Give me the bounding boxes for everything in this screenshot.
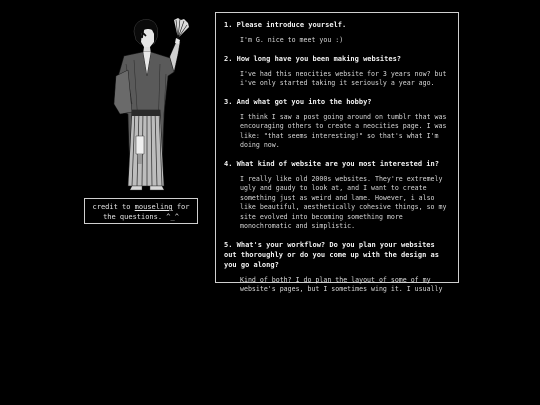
qa-item [224, 97, 450, 151]
folding-fan [174, 18, 189, 39]
answer-2: I've had this neocities website for 3 years now? but i've only started taking it seriously a year ago. [240, 69, 447, 87]
qa-item [224, 159, 450, 232]
question-1: 1. Please introduce yourself. [224, 21, 347, 29]
question-4: 4. What kind of website are you most interested in? [224, 159, 439, 168]
qa-item [224, 240, 450, 295]
credit-suffix: for the questions. ^_^ [103, 203, 190, 221]
qa-item [224, 20, 450, 46]
answer-1: I'm G. nice to meet you :) [240, 36, 344, 44]
credit-prefix: credit to [92, 203, 135, 211]
mouseling-link[interactable]: mouseling [134, 203, 173, 211]
qa-panel[interactable] [215, 12, 459, 293]
hakama-stripes [128, 110, 164, 186]
question-5: 5. What's your workflow? Do you plan your websites out thoroughly or do you come up with the design as you go along? [224, 240, 439, 269]
answer-4: I really like old 2000s websites. They're extremely ugly and gaudy to look at, and I want to create something just as weird and lame. However, i also like beautiful, aesthetically cohesive things, so my site evolved into becoming something more monochromatic and simplistic. [240, 174, 447, 230]
credit-box [84, 198, 198, 224]
answer-3: I think I saw a post going around on tumblr that was encouraging others to create a neocities page. I was like: "that seems interesting!" so that's what I'm doing now. [240, 112, 447, 149]
qa-item [224, 54, 450, 89]
kimono-figure-drawing [104, 14, 204, 192]
question-3: 3. And what got you into the hobby? [224, 97, 372, 106]
question-2: 2. How long have you been making websites? [224, 54, 402, 63]
kimono-figure-illustration [104, 14, 204, 192]
qa-list [216, 13, 458, 295]
answer-5: Kind of both? I do plan the layout of some of my website's pages, but I sometimes wing it. I usually [240, 275, 443, 293]
